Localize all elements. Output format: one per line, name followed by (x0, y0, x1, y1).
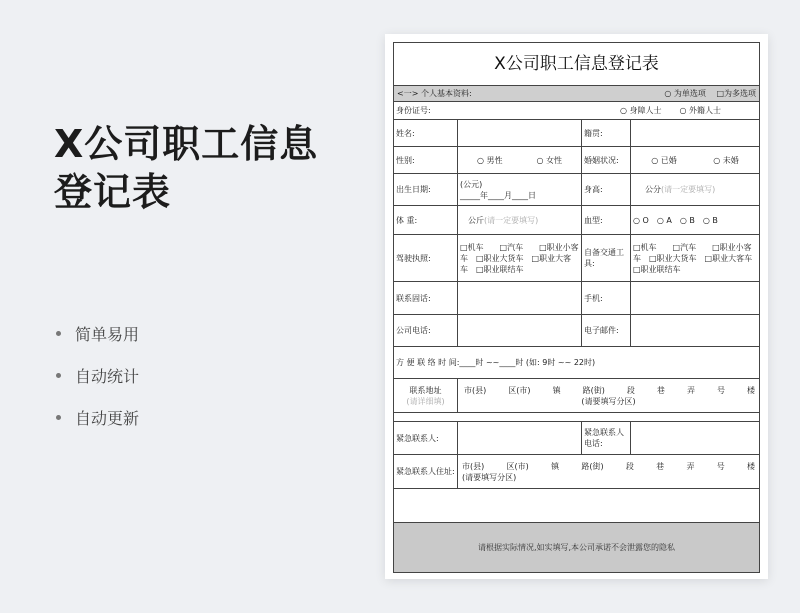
eaddr-city: 市(县) (462, 461, 485, 471)
married-option[interactable]: ○ 已婚 (651, 155, 677, 165)
feature-item (56, 396, 139, 438)
eaddr-alley: 弄 (686, 461, 695, 471)
feature-item (56, 312, 139, 354)
contact-time-row (394, 347, 759, 379)
addr-lane: 巷 (656, 385, 665, 395)
emergency-field[interactable] (458, 422, 582, 454)
blood-b-option[interactable]: ○ B (679, 215, 695, 225)
birth-date-blanks: _____年____月____日 (460, 190, 536, 200)
name-row (394, 120, 759, 147)
addr-district: 区(市) (508, 385, 531, 395)
feature-item (56, 354, 139, 396)
blood-b2-option[interactable]: ○ B (702, 215, 718, 225)
license-row (394, 235, 759, 282)
emergency-label: 紧急联系人: (394, 422, 458, 454)
email-label: 电子邮件: (582, 315, 631, 346)
weight-unit: 公斤 (468, 215, 484, 225)
address-label: 联系地址 (409, 385, 442, 395)
landline-label: 联系固话: (394, 282, 458, 314)
disabled-option[interactable]: ○ 身障人士 (619, 106, 662, 115)
spacer-row (394, 413, 759, 422)
vehicle-options[interactable]: □机车 □汽车 □职业小客车 □职业大货车 □职业大客车 □职业联结车 (633, 242, 761, 274)
office-row (394, 315, 759, 347)
weight-hint: (请一定要填写) (484, 215, 539, 225)
blood-o-option[interactable]: ○ O (633, 215, 649, 225)
feature-label: 自动更新 (75, 408, 140, 428)
single-option[interactable]: ○ 未婚 (713, 155, 739, 165)
height-field[interactable] (631, 174, 759, 205)
addr-number: 号 (716, 385, 725, 395)
emergency-row (394, 422, 759, 455)
section-legend (656, 88, 756, 99)
eaddr-lane: 巷 (656, 461, 665, 471)
height-unit: 公分 (645, 185, 661, 194)
addr-alley: 弄 (686, 385, 695, 395)
form-title: X公司职工信息登记表 (394, 43, 759, 86)
addr-town: 镇 (552, 385, 561, 395)
name-label: 姓名: (394, 120, 458, 146)
male-option[interactable]: ○ 男性 (476, 155, 503, 165)
office-phone-label: 公司电话: (394, 315, 458, 346)
eaddr-district: 区(市) (506, 461, 529, 471)
id-label: 身份证号: (396, 106, 431, 115)
foreigner-option[interactable]: ○ 外籍人士 (679, 106, 721, 115)
section-label: <一> 个人基本资料: (397, 89, 472, 98)
gender-row (394, 147, 759, 174)
eaddr-floor: 楼 (747, 461, 755, 471)
feature-label: 简单易用 (75, 324, 140, 344)
birth-row (394, 174, 759, 206)
blank-row (394, 489, 759, 523)
address-row (394, 379, 759, 413)
address-hint: (请详细填) (406, 396, 445, 406)
addr-city: 市(县) (464, 385, 487, 395)
feature-label: 自动统计 (75, 366, 140, 386)
name-field[interactable] (458, 120, 582, 146)
blood-a-option[interactable]: ○ A (656, 215, 672, 225)
form-preview-sheet (385, 34, 768, 579)
bullet-icon (56, 331, 61, 336)
emergency-address-row (394, 455, 759, 489)
bullet-icon (56, 415, 61, 420)
emergency-address-label: 紧急联系人住址: (394, 455, 458, 488)
hero-title: X公司职工信息登记表 (54, 122, 319, 214)
origin-field[interactable] (631, 120, 759, 146)
contact-time[interactable]: 方 便 联 络 时 间:____时 ~~____时 (如: 9时 ~~ 22时) (396, 358, 596, 367)
license-label: 驾驶执照: (394, 235, 458, 281)
birth-label: 出生日期: (394, 174, 458, 205)
email-field[interactable] (631, 315, 759, 346)
eaddr-town: 镇 (551, 461, 560, 471)
weight-label: 体 重: (394, 206, 458, 234)
mobile-field[interactable] (631, 282, 759, 314)
single-option-legend: ○ 为单选项 (664, 89, 706, 98)
female-option[interactable]: ○ 女性 (536, 155, 563, 165)
address-field[interactable] (458, 379, 759, 412)
landline-field[interactable] (458, 282, 582, 314)
birth-field[interactable] (458, 174, 582, 205)
addr-floor: 楼 (747, 385, 755, 395)
mobile-label: 手机: (582, 282, 631, 314)
emergency-phone-label: 紧急联系人电话: (582, 422, 631, 454)
address-note: (请要填写分区) (581, 396, 636, 406)
marital-label: 婚姻状况: (582, 147, 631, 173)
addr-section: 段 (626, 385, 635, 395)
id-row (394, 102, 759, 120)
office-phone-field[interactable] (458, 315, 582, 346)
eaddr-number: 号 (716, 461, 725, 471)
blood-label: 血型: (582, 206, 631, 234)
height-hint: (请一定要填写) (661, 185, 716, 194)
section-header (394, 86, 759, 102)
vehicle-label: 自备交通工具: (582, 235, 631, 281)
bullet-icon (56, 373, 61, 378)
emergency-address-note: (请要填写分区) (462, 472, 517, 482)
emergency-phone-field[interactable] (631, 422, 759, 454)
landline-row (394, 282, 759, 315)
weight-row (394, 206, 759, 235)
multi-option-legend: □为多选项 (716, 89, 756, 98)
feature-list (56, 312, 139, 438)
eaddr-road: 路(街) (581, 461, 604, 471)
birth-era: (公元) (460, 179, 483, 189)
emergency-address-field[interactable] (458, 455, 759, 488)
gender-label: 性别: (394, 147, 458, 173)
weight-field[interactable] (458, 206, 582, 234)
origin-label: 籍贯: (582, 120, 631, 146)
height-label: 身高: (582, 174, 631, 205)
privacy-footer: 请根据实际情况,如实填写,本公司承诺不会泄露您的隐私 (394, 523, 759, 572)
eaddr-section: 段 (625, 461, 634, 471)
license-options[interactable]: □机车 □汽车 □职业小客车 □职业大货车 □职业大客车 □职业联结车 (458, 235, 582, 281)
employee-form (393, 42, 760, 573)
addr-road: 路(街) (582, 385, 605, 395)
